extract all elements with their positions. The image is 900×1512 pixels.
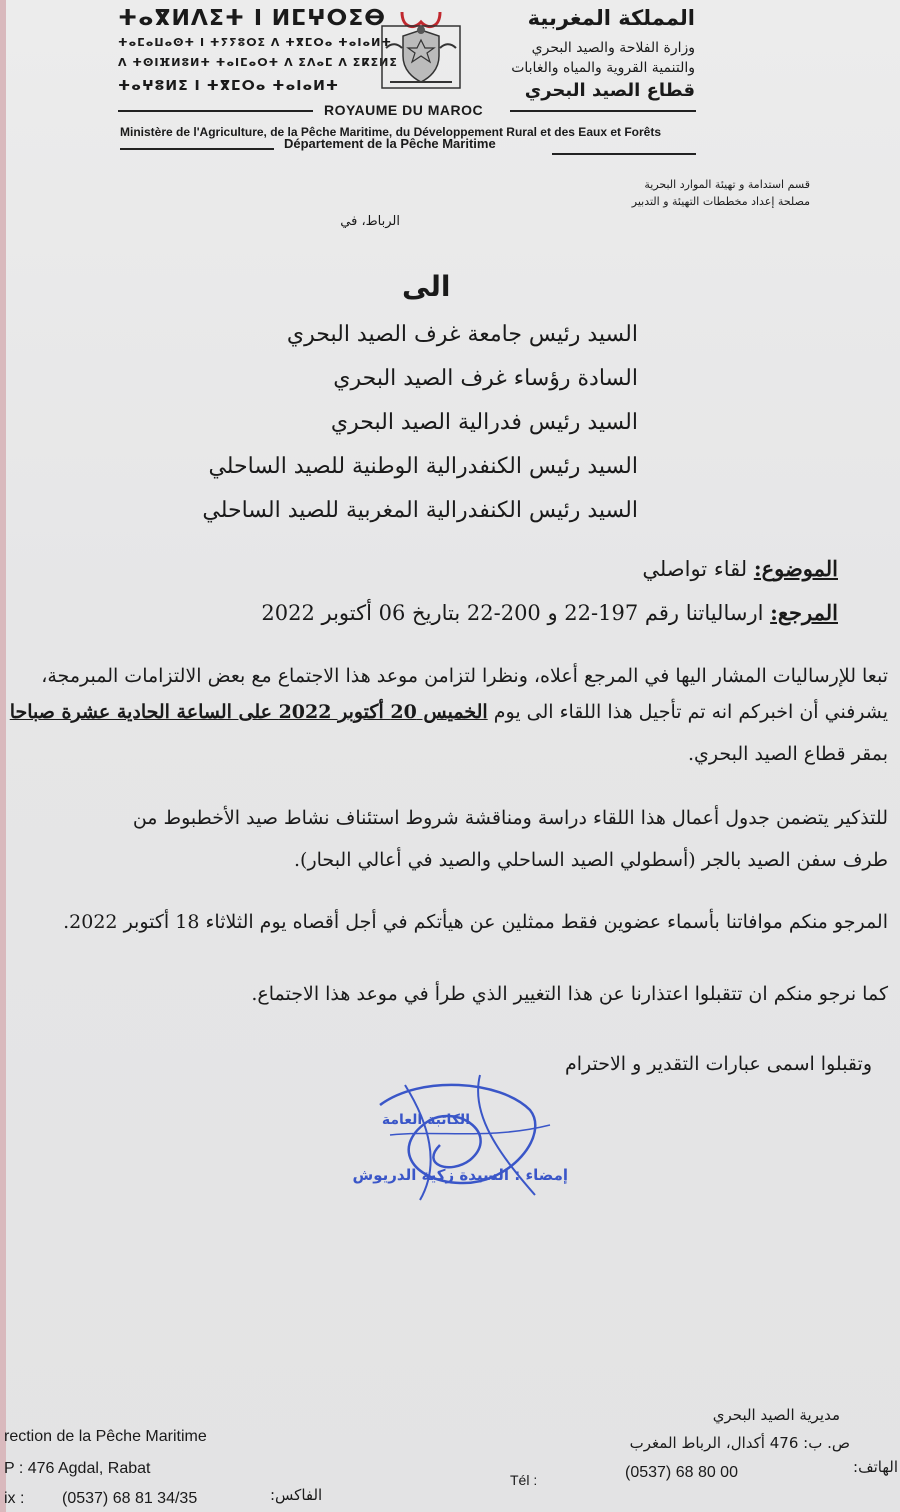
ar-ministry-2: والتنمية القروية والمياه والغابات bbox=[511, 60, 695, 76]
body-p1-line2-start: يشرفني أن اخبركم انه تم تأجيل هذا اللقاء الى يوم bbox=[493, 701, 888, 723]
reference-label: المرجع: bbox=[770, 600, 838, 625]
footer-ar-fax-label: الفاكس: bbox=[270, 1486, 323, 1504]
postponed-date: الخميس 20 أكتوبر 2022 على الساعة الحادية عشرة صباحا bbox=[9, 701, 488, 723]
header-rule-right-2 bbox=[552, 153, 696, 155]
subject-label: الموضوع: bbox=[753, 556, 838, 581]
tifinagh-department: ⵜⴰⵖⵓⵍⵉ ⵏ ⵜⴳⵎⵔⴰ ⵜⴰⵏⴰⵍⵜ bbox=[118, 78, 340, 94]
footer-tel-label: Tél : bbox=[510, 1472, 538, 1488]
ar-kingdom: المملكة المغربية bbox=[527, 6, 695, 30]
page-edge bbox=[0, 0, 6, 1512]
to-label: الى bbox=[402, 270, 451, 303]
tifinagh-kingdom: ⵜⴰⴳⵍⴷⵉⵜ ⵏ ⵍⵎⵖⵔⵉⴱ bbox=[118, 6, 387, 31]
header-rule-left bbox=[118, 110, 313, 112]
footer-fr-org: rection de la Pêche Maritime bbox=[4, 1428, 207, 1445]
signature-title: الكاتبة العامة bbox=[381, 1112, 470, 1128]
tifinagh-ministry-1: ⵜⴰⵎⴰⵡⴰⵙⵜ ⵏ ⵜⵢⵢⵓⵔⵉ ⴷ ⵜⴳⵎⵔⴰ ⵜⴰⵏⴰⵍⵜ bbox=[118, 36, 392, 49]
body-p1-line1: تبعا للإرساليات المشار اليها في المرجع أعلاه، ونظرا لتزامن موعد هذا الاجتماع مع بعض الالتزامات المبرمجة، bbox=[41, 665, 888, 687]
header-rule-left-2 bbox=[120, 148, 274, 150]
reference-line bbox=[261, 600, 838, 625]
subject-text: لقاء تواصلي bbox=[642, 557, 748, 581]
footer-fax-label: ix : bbox=[4, 1490, 25, 1507]
place-date: الرباط، في bbox=[340, 214, 400, 229]
addressee-4: السيد رئيس الكنفدرالية الوطنية للصيد الساحلي bbox=[208, 454, 638, 479]
subject-line bbox=[642, 556, 838, 581]
signature-name: إمضاء : السيدة زكية الدريوش bbox=[352, 1166, 568, 1184]
ar-ministry-1: وزارة الفلاحة والصيد البحري bbox=[531, 40, 695, 56]
footer-ar-tel-label: الهاتف: bbox=[853, 1458, 898, 1476]
body-p4: كما نرجو منكم ان تتقبلوا اعتذارنا عن هذا التغيير الذي طرأ في موعد هذا الاجتماع. bbox=[251, 983, 888, 1005]
tifinagh-ministry-2: ⴷ ⵜⵙⵏⴼⵍⵓⵍⵜ ⵜⴰⵏⵎⴰⵔⵜ ⴷ ⵉⴷⴰⵎ ⴷ ⵉⴽⵉⵍⵉ bbox=[118, 56, 398, 69]
fr-ministry: Ministère de l'Agriculture, de la Pêche Maritime, du Développement Rural et des Eaux et Forêts bbox=[120, 125, 662, 139]
handwritten-signature-icon bbox=[360, 1065, 560, 1205]
addressee-1: السيد رئيس جامعة غرف الصيد البحري bbox=[286, 322, 638, 347]
body-p2-line2: طرف سفن الصيد بالجر (أسطولي الصيد الساحلي والصيد في أعالي البحار). bbox=[294, 849, 888, 871]
sender-service: مصلحة إعداد مخططات التهيئة و التدبير bbox=[631, 195, 810, 208]
footer-fr-bp: P : 476 Agdal, Rabat bbox=[4, 1460, 151, 1477]
footer-tel: (0537) 68 80 00 bbox=[625, 1464, 738, 1481]
royal-seal-icon bbox=[372, 8, 470, 96]
closing-formula: وتقبلوا اسمى عبارات التقدير و الاحترام bbox=[564, 1053, 872, 1075]
body-p1-line3: بمقر قطاع الصيد البحري. bbox=[688, 743, 888, 765]
header-rule-right bbox=[510, 110, 696, 112]
footer-ar-org: مديرية الصيد البحري bbox=[712, 1406, 840, 1424]
body-p1-line2 bbox=[9, 700, 888, 724]
footer-ar-bp: ص. ب: 476 أكدال، الرباط المغرب bbox=[629, 1434, 850, 1452]
reference-text: ارسالياتنا رقم 197-22 و 200-22 بتاريخ 06 أكتوبر 2022 bbox=[261, 601, 764, 625]
addressee-5: السيد رئيس الكنفدرالية المغربية للصيد الساحلي bbox=[202, 498, 638, 523]
sender-division: قسم استدامة و تهيئة الموارد البحرية bbox=[644, 178, 810, 191]
fr-department: Département de la Pêche Maritime bbox=[284, 136, 496, 151]
addressee-2: السادة رؤساء غرف الصيد البحري bbox=[333, 366, 638, 391]
body-p2-line1: للتذكير يتضمن جدول أعمال هذا اللقاء دراسة ومناقشة شروط استئناف نشاط صيد الأخطبوط من bbox=[132, 807, 888, 829]
addressee-3: السيد رئيس فدرالية الصيد البحري bbox=[330, 410, 638, 435]
ar-department: قطاع الصيد البحري bbox=[524, 80, 695, 101]
fr-kingdom: ROYAUME DU MAROC bbox=[324, 102, 484, 118]
body-p3: المرجو منكم موافاتنا بأسماء عضوين فقط ممثلين عن هيأتكم في أجل أقصاه يوم الثلاثاء 18 أكتوبر 2022. bbox=[63, 911, 888, 933]
footer-fax: (0537) 68 81 34/35 bbox=[62, 1490, 198, 1507]
